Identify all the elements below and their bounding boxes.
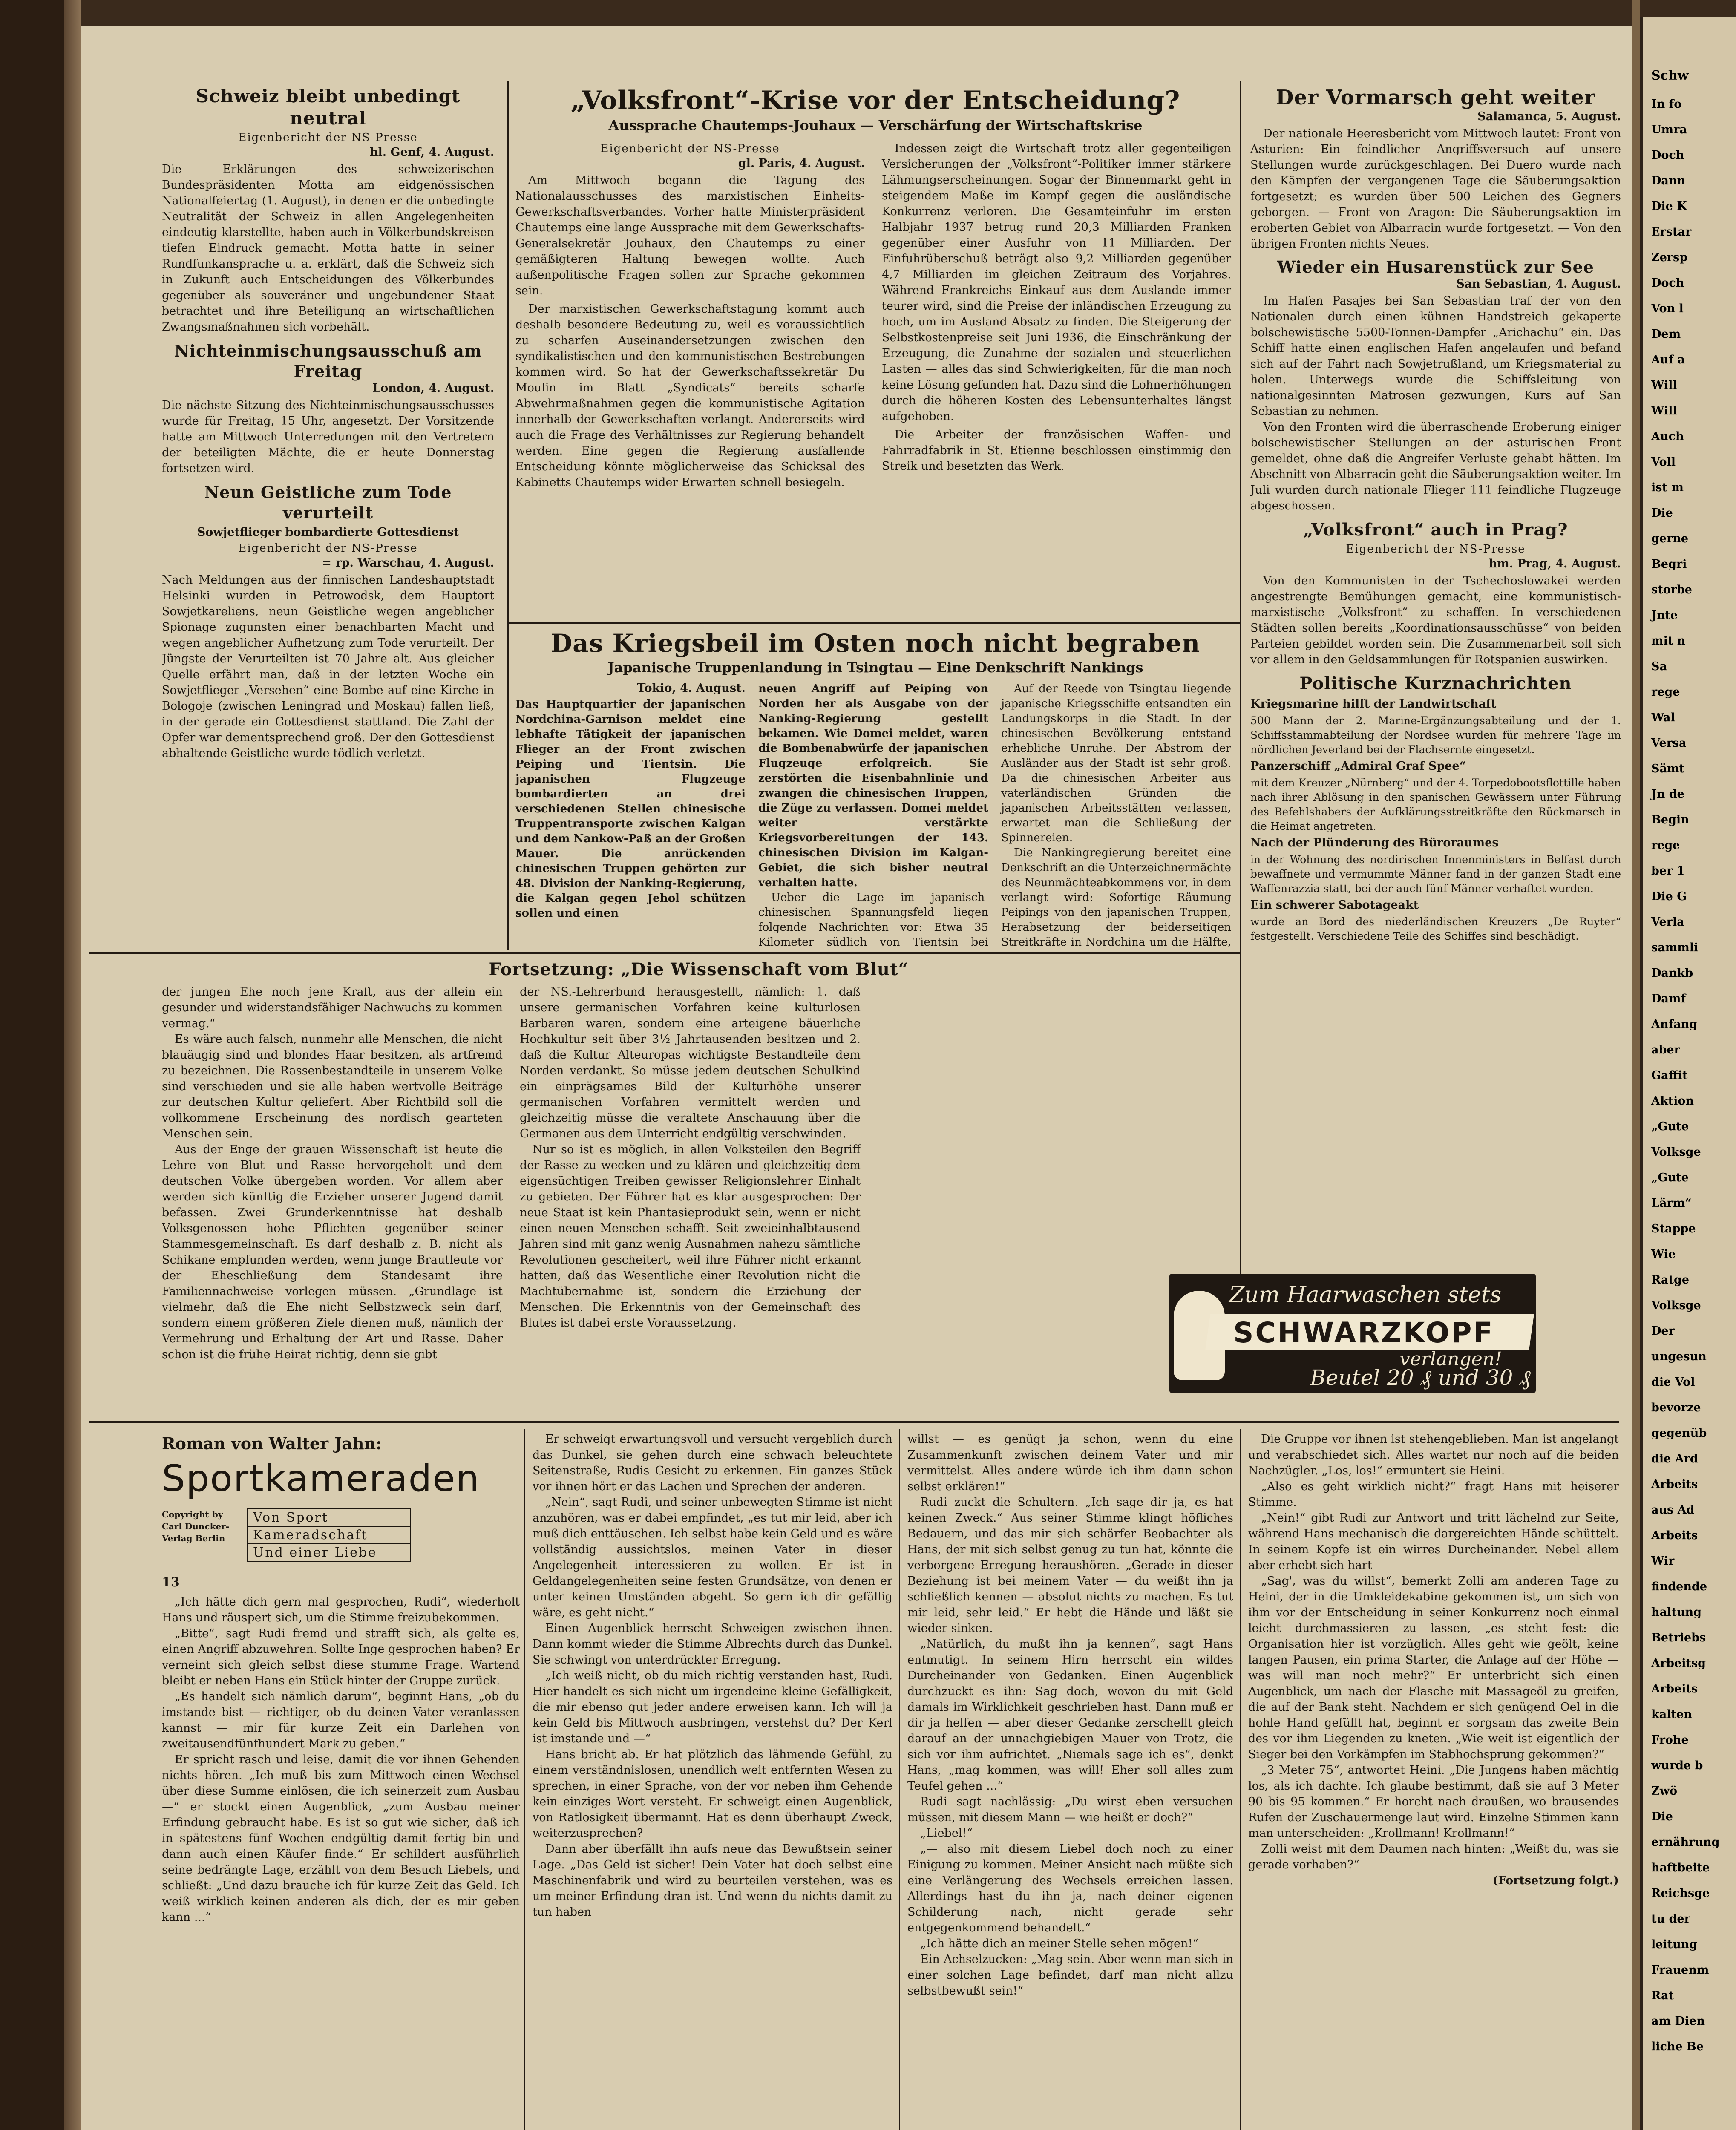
adjacent-page-fragment: Wal — [1651, 711, 1675, 724]
dateline: hl. Genf, 4. August. — [369, 146, 494, 159]
adjacent-page-fragment: ernährung — [1651, 1836, 1720, 1849]
novel-text: „Bitte“, sagt Rudi fremd und strafft sich, als gelte es, einen Angriff abzuwehren. Sollte Inge gesprochen haben? Er verneint sich gleich selbst diese stumme Frage. Wartend bleibt er neben Hans ein Stück hinter der Gruppe zurück. — [162, 1627, 520, 1687]
news-brief-text: mit dem Kreuzer „Nürnberg“ und der 4. Torpedobootsflottille haben nach ihrer Ablösung in den spanischen Gewässern unter Führung des Befehlshabers der Aufklärungsstreitkräfte den Rückmarsch in die Heimat angetreten. — [1250, 777, 1621, 832]
installment-number: 13 — [162, 1575, 180, 1590]
headline-nichteinmischung: Nichteinmischungsausschuß am Freitag — [174, 341, 482, 381]
novel-text: „Sag', was du willst“, bemerkt Zolli am anderen Tage zu Heini, der in die Umkleidekabine gekommen ist, um sich von ihm vor der Entscheidung in seiner Konkurrenz noch einmal leicht durchmassieren zu lassen, „es steht fest: die Organisation hier ist vorzüglich. Alles geht wie geölt, keine langen Pausen, ein prima Starter, die Anlage auf der Höhe — was will man noch mehr?“ Er unterbricht sich einen Augenblick, um nach der Flasche mit Massageöl zu greifen, die auf der Bank steht. Nachdem er sich genügend Oel in die hohle Hand gefüllt hat, beginnt er sorgsam das zweite Bein des vor ihm Liegenden zu kneten. „Wie weit ist eigentlich der Sieger bei den Vorkämpfen im Stabhochsprung gekommen?“ — [1248, 1574, 1619, 1761]
adjacent-page-fragment: Zwö — [1651, 1785, 1677, 1798]
adjacent-page-fragment: Versa — [1651, 737, 1687, 750]
adjacent-page-fragment: Dankb — [1651, 967, 1693, 980]
novel-text: Zolli weist mit dem Daumen nach hinten: „Weißt du, was sie gerade vorhaben?“ — [1248, 1842, 1619, 1871]
adjacent-page-fragment: Ratge — [1651, 1273, 1690, 1287]
adjacent-page-fragment: Doch — [1651, 276, 1684, 290]
adjacent-page-fragment: kalten — [1651, 1708, 1692, 1721]
section-rule — [89, 952, 1240, 954]
adjacent-page-fragment: Volksge — [1651, 1146, 1701, 1159]
dateline: gl. Paris, 4. August. — [738, 157, 865, 170]
novel-title: Sportkameraden — [162, 1457, 480, 1500]
novel-text: Rudi sagt nachlässig: „Du wirst eben versuchen müssen, mit diesem Mann — wie heißt er doch?“ — [907, 1795, 1233, 1824]
adjacent-page-fragment: wurde b — [1651, 1759, 1703, 1772]
adjacent-page-fragment: Auch — [1651, 430, 1684, 443]
article-text: Das Hauptquartier der japanischen Nordchina-Garnison meldet eine lebhafte Tätigkeit der japanischen Flieger an der Front zwischen Peiping und Tientsin. Die japanischen Flugzeuge bombardierten an drei verschiedenen Stellen chinesische Truppentransporte zwischen Kalgan und dem Nankow-Paß an der Großen Mauer. Die anrückenden chinesischen Truppen gehörten zur 48. Division der Nanking-Regierung, die Kalgan gegen Jehol schützen sollen und einen — [515, 698, 746, 920]
adjacent-page-fragment: Rat — [1651, 1989, 1674, 2002]
headline-kurznachrichten: Politische Kurznachrichten — [1299, 674, 1572, 694]
headline-volksfront: „Volksfront“-Krise vor der Entscheidung? — [570, 86, 1180, 115]
novel-text: „Nein“, sagt Rudi, und seiner unbewegten Stimme ist nicht anzuhören, was er dabei empfindet, „es tut mir leid, aber ich muß dich enttäuschen. Ich selbst habe kein Geld und es wäre vollständig aussichtslos, meinen Vater in dieser Angelegenheit interessieren zu wollen. Er ist in Geldangelegenheiten seine festen Grundsätze, von denen er unter keinen Umständen abgeht. So gern ich dir gefällig wäre, es geht nicht.“ — [533, 1496, 892, 1619]
news-brief-title: Ein schwerer Sabotageakt — [1250, 898, 1419, 912]
article-col-a — [515, 141, 865, 490]
article-text: Nur so ist es möglich, in allen Volksteilen den Begriff der Rasse zu wecken und zu klären und gleichzeitig dem eigensüchtigen Treiben gewisser Religionslehrer Einhalt zu gebieten. Der Führer hat es klar ausgesprochen: Der neue Staat ist kein Phantasieprodukt sein, wenn er nicht einen neuen Menschen schafft. Seit zweieinhalbtausend Jahren sind mit ganz wenig Ausnahmen nahezu sämtliche Revolutionen gescheitert, weil ihre Führer nicht erkannt hatten, daß das Wesentliche einer Revolution nicht die Machtübernahme ist, sondern die Erziehung der Menschen. Die Erkenntnis von der Gemeinschaft des Blutes ist dabei erste Voraussetzung. — [520, 1143, 861, 1330]
article-text: Von den Fronten wird die überraschende Eroberung einiger bolschewistischer Stellungen an der asturischen Front gemeldet, ohne daß die Angreifer Verluste gehabt hätten. Im Abschnitt von Albarracin geht die Säuberungsaktion weiter. Im Juli wurden durch nationale Flieger 111 feindliche Flugzeuge abgeschossen. — [1250, 420, 1621, 512]
adjacent-page-edge — [1640, 17, 1736, 2130]
adjacent-page-fragment: aus Ad — [1651, 1503, 1695, 1517]
article-text: Aus der Enge der grauen Wissenschaft ist heute die Lehre von Blut und Rasse hervorgeholt und dem deutschen Volke übergeben worden. Vor allem aber werden sich künftig die Erzieher unserer Jugend damit befassen. Zwei Grunderkenntnisse hat deshalb Volksgenossen hohe Pflichten gegenüber seiner Stammesgemeinschaft. Es darf deshalb z. B. nicht als Schikane empfunden werden, wenn junge Brautleute vor der Eheschließung dem Standesamt ihre Familiennachweise vorlegen müssen. „Grundlage ist vielmehr, daß die Ehe nicht Selbstzweck sein darf, sondern einem größeren Ziele dienen muß, nämlich der Vermehrung und Erhaltung der Art und Rasse. Daher schon ist die frühe Heirat richtig, denn sie gibt — [162, 1143, 503, 1361]
adjacent-page-fragment: Betriebs — [1651, 1631, 1706, 1644]
adjacent-page-fragment: liche Be — [1651, 2040, 1704, 2053]
novel-text: „Liebel!“ — [920, 1827, 973, 1840]
novel-copyright: Copyright by Carl Duncker-Verlag Berlin — [162, 1509, 229, 1543]
article-text: Auf der Reede von Tsingtau liegende japanische Kriegsschiffe entsandten ein Landungskorps in die Stadt. In der chinesischen Bevölkerung entstand erhebliche Unruhe. Der Abstrom der Ausländer aus der Stadt ist sehr groß. Da die chinesischen Arbeiter aus vaterländischen Gründen die japanischen Arbeitsstätten verlassen, erwartet man die Schließung der Spinnereien. — [1001, 682, 1231, 844]
adjacent-page-fragment: sammli — [1651, 941, 1699, 954]
adjacent-page-fragment: haltung — [1651, 1606, 1701, 1619]
adjacent-page-fragment: Begri — [1651, 558, 1687, 571]
adjacent-page-fragment: ber 1 — [1651, 864, 1685, 878]
article-text: Am Mittwoch begann die Tagung des Nationalausschusses des marxistischen Einheits-Gewerkschaftsverbandes. Vorher hatte Ministerpräsident Chautemps eine lange Aussprache mit dem Gewerkschafts-Generalsekretär Jouhaux, den Chautemps zu einer gemäßigteren Haltung bewegen wollte. Auch außenpolitische Fragen sollen zur Sprache gekommen sein. — [515, 174, 865, 297]
article-text: Indessen zeigt die Wirtschaft trotz aller gegenteiligen Versicherungen der „Volksfront“-Politiker immer stärkere Lähmungserscheinungen. Sogar der Binnenmarkt geht in steigendem Maße im Kampf gegen die ausländische Konkurrenz verloren. Die Gesamteinfuhr im ersten Halbjahr 1937 betrug rund 20,3 Milliarden Franken gegenüber einer Ausfuhr von 11 Milliarden. Der Einfuhrüberschuß beträgt also 9,2 Milliarden gegenüber 4,7 Milliarden im gleichen Zeitraum des Vorjahres. Während Frankreichs Einkauf aus dem Auslande immer teurer wird, sind die Preise der inländischen Erzeugung zu hoch, um im Ausland Absatz zu finden. Die Steigerung der Selbstkostenpreise seit Juni 1936, die Einschränkung der Erzeugung, die Zunahme der sozialen und steuerlichen Lasten — alles das sind Schwierigkeiten, für die man noch keine Lösung gefunden hat. Dazu sind die Lohnerhöhungen durch die höheren Kosten des Lebensunterhaltes längst aufgehoben. — [882, 142, 1231, 423]
subheadline: Aussprache Chautemps-Jouhaux — Verschärfung der Wirtschaftskrise — [608, 117, 1143, 133]
adjacent-page-fragment: Frauenm — [1651, 1963, 1709, 1977]
novel-text: „3 Meter 75“, antwortet Heini. „Die Jungens haben mächtig los, als ich dachte. Ich glaube bestimmt, daß sie auf 3 Meter 90 bis 95 kommen.“ Er horcht nach draußen, wo brausendes Rufen der Zuschauermenge laut wird. Einzelne Stimmen kann man unterscheiden: „Krollmann! Krollmann!“ — [1248, 1764, 1619, 1840]
adjacent-page-fragment: Erstar — [1651, 225, 1692, 239]
adjacent-page-fragment: Reichsge — [1651, 1887, 1710, 1900]
adjacent-page-fragment: Arbeits — [1651, 1478, 1698, 1491]
adjacent-page-fragment: Die — [1651, 507, 1673, 520]
article-text: der NS.-Lehrerbund herausgestellt, nämlich: 1. daß unsere germanischen Vorfahren keine kulturlosen Barbaren waren, sondern eine arteigene bäuerliche Hochkultur seit über 3½ Jahrtausenden besitzen und 2. daß die Kultur Alteuropas wichtigste Bestandteile dem Norden verdankt. So müsse jedem deutschen Schulkind ein einprägsames Bild der Kulturhöhe unserer germanischen Vorfahren vermittelt werden und gleichzeitig müsse die veraltete Anschauung über die Germanen aus dem Unterricht endgültig verschwinden. — [520, 985, 861, 1140]
advertisement-schwarzkopf — [1169, 1274, 1536, 1393]
novel-text: Ein Achselzucken: „Mag sein. Aber wenn man sich in einer solchen Lage befindet, darf man nicht allzu selbstbewußt sein!“ — [907, 1953, 1233, 1998]
article-col-b — [882, 141, 1231, 474]
adjacent-page-fragment: Doch — [1651, 149, 1684, 162]
headline-geistliche: Neun Geistliche zum Tode verurteilt — [204, 483, 452, 522]
dateline: = rp. Warschau, 4. August. — [322, 556, 494, 570]
headline-vormarsch: Der Vormarsch geht weiter — [1275, 86, 1596, 109]
page-gutter — [1632, 0, 1640, 2130]
column-rule — [899, 1429, 900, 2130]
adjacent-page-fragment: „Gute — [1651, 1120, 1689, 1133]
adjacent-page-fragment: Gaffit — [1651, 1069, 1688, 1082]
adjacent-page-fragment: rege — [1651, 685, 1680, 699]
serial-novel-col-a — [162, 1431, 520, 2130]
ad-price: Beutel 20 ₰ und 30 ₰ — [1310, 1365, 1531, 1390]
adjacent-page-fragment: Wir — [1651, 1554, 1675, 1568]
novel-text: Er spricht rasch und leise, damit die vor ihnen Gehenden nichts hören. „Ich muß bis zum Mittwoch einen Wechsel über diese Summe einlösen, die ich seinerzeit zum Ausbau —“ er stockt einen Augenblick, „zum Ausbau meiner Erfindung gebraucht habe. Es ist so gut wie sicher, daß ich in spätestens fünf Wochen endgültig damit fertig bin und dann auch einen Käufer finde.“ Er schildert ausführlich seine bedrängte Lage, erzählt von dem Besuch Liebels, und schließt: „Und dazu brauche ich für kurze Zeit das Geld. Ich weiß wirklich keinen anderen als dich, der es mir geben kann ...“ — [162, 1753, 520, 1924]
adjacent-page-fragment: Arbeitsg — [1651, 1657, 1706, 1670]
adjacent-page-fragment: gerne — [1651, 532, 1689, 545]
adjacent-page-fragment: haftbeite — [1651, 1861, 1710, 1874]
news-brief-title: Kriegsmarine hilft der Landwirtschaft — [1250, 697, 1497, 711]
article-text: Die Arbeiter der französischen Waffen- und Fahrradfabrik in St. Etienne beschlossen einstimmig den Streik und besetzten das Werk. — [882, 428, 1231, 473]
ad-slogan: Zum Haarwaschen stets — [1229, 1282, 1502, 1308]
column-rule — [1240, 1429, 1241, 2130]
adjacent-page-fragment: am Dien — [1651, 2015, 1705, 2028]
novel-text: Hans bricht ab. Er hat plötzlich das lähmende Gefühl, zu einem verständnislosen, unendlich weit entfernten Wesen zu sprechen, in einer Sprache, von der vor neben ihm Gehende kein einziges Wort versteht. Er schweigt einen Augenblick, von Ratlosigkeit übermannt. Hat es denn überhaupt Zweck, weiterzusprechen? — [533, 1748, 892, 1840]
adjacent-page-fragment: Damf — [1651, 992, 1686, 1005]
adjacent-page-fragment: Umra — [1651, 123, 1687, 136]
article-text: Von den Kommunisten in der Tschechoslowakei werden angestrengte Bemühungen gemacht, eine kommunistisch-marxistische „Volksfront“ zu schaffen. In verschiedenen Städten sollen bereits „Koordinationsausschüsse“ von beiden Parteien gebildet worden sein. Die Zusammenarbeit soll sich vor allem in den Geldsammlungen für Rotspanien auswirken. — [1250, 574, 1621, 666]
adjacent-page-fragment: bevorze — [1651, 1401, 1701, 1414]
adjacent-page-fragment: Auf a — [1651, 353, 1685, 366]
adjacent-page-fragment: Arbeits — [1651, 1529, 1698, 1542]
novel-text: Einen Augenblick herrscht Schweigen zwischen ihnen. Dann kommt wieder die Stimme Albrechts durch das Dunkel. Sie schwingt von unterdrückter Erregung. — [533, 1622, 892, 1667]
adjacent-page-fragment: tu der — [1651, 1912, 1690, 1926]
serial-novel-col-c — [907, 1431, 1233, 2130]
adjacent-page-fragment: gegenüb — [1651, 1427, 1707, 1440]
headline-fortsetzung: Fortsetzung: „Die Wissenschaft vom Blut“ — [489, 959, 909, 979]
adjacent-page-fragment: ungesun — [1651, 1350, 1707, 1363]
byline: Eigenbericht der NS-Presse — [238, 131, 418, 144]
adjacent-page-fragment: Arbeits — [1651, 1682, 1698, 1695]
novel-text: „Ich hätte dich gern mal gesprochen, Rudi“, wiederholt Hans und räuspert sich, um die Stimme freizubekommen. — [162, 1595, 520, 1624]
headline-kriegsbeil: Das Kriegsbeil im Osten noch nicht begraben — [550, 629, 1201, 658]
adjacent-page-fragment: storbe — [1651, 583, 1692, 596]
novel-text: „— also mit diesem Liebel doch noch zu einer Einigung zu kommen. Meiner Ansicht nach müßte sich eine Verlängerung des Wechsels erreichen lassen. Allerdings hast du ihn ja, nach deiner eigenen Schilderung nach, nicht gerade sehr entgegenkommend behandelt.“ — [907, 1842, 1233, 1934]
adjacent-page-fragment: Die G — [1651, 890, 1687, 903]
novel-text: „Also es geht wirklich nicht?“ fragt Hans mit heiserer Stimme. — [1248, 1480, 1619, 1509]
article-text: Ueber die Lage im japanisch-chinesischen Spannungsfeld liegen folgende Nachrichten vor: Etwa 35 Kilometer südlich von Tientsin bei — [758, 891, 988, 948]
continuation-note: (Fortsetzung folgt.) — [1492, 1874, 1619, 1887]
subtitle-line: Von Sport — [248, 1509, 410, 1527]
adjacent-page-fragment: Sämt — [1651, 762, 1685, 775]
column-left — [162, 85, 494, 946]
novel-text: Er schweigt erwartungsvoll und versucht vergeblich durch das Dunkel, sie gehen durch eine schwach beleuchtete Seitenstraße, Rudis Gesicht zu erkennen. Ein ganzes Stück vor ihnen hört er das Lachen und Sprechen der anderen. — [533, 1433, 892, 1493]
adjacent-page-fragment: „Gute — [1651, 1171, 1689, 1184]
novel-text: „Es handelt sich nämlich darum“, beginnt Hans, „ob du imstande bist — richtiger, ob du deinen Vater veranlassen kannst — mir für kurze Zeit ein Darlehen von zweitausendfünfhundert Mark zu geben.“ — [162, 1690, 520, 1750]
adjacent-page-lines — [1651, 92, 1736, 2060]
adjacent-page-fragment: findende — [1651, 1580, 1707, 1593]
adjacent-page-fragment: Wie — [1651, 1248, 1676, 1261]
adjacent-page-fragment: Will — [1651, 404, 1677, 417]
adjacent-page-fragment: Lärm“ — [1651, 1197, 1692, 1210]
binding-spine — [64, 0, 81, 2130]
ad-tagline: verlangen! — [1399, 1348, 1502, 1370]
adjacent-page-fragment: In fo — [1651, 98, 1682, 111]
article-col-b — [520, 984, 861, 1331]
article-kriegsbeil — [515, 628, 1235, 948]
novel-author: Roman von Walter Jahn: — [162, 1434, 382, 1453]
adjacent-page-fragment: Aktion — [1651, 1094, 1694, 1108]
adjacent-page-fragment: Voll — [1651, 455, 1676, 469]
article-text: Es wäre auch falsch, nunmehr alle Menschen, die nicht blauäugig sind und blondes Haar besitzen, als artfremd zu bezeichnen. Die Rassenbestandteile in unserem Volke sind verschieden und sie alle haben wertvolle Beiträge zur deutschen Kultur geliefert. Aber Richtbild soll die vollkommene Erscheinung des nordisch gearteten Menschen sein. — [162, 1033, 503, 1140]
adjacent-page-fragment: Zersp — [1651, 251, 1688, 264]
novel-text: Rudi zuckt die Schultern. „Ich sage dir ja, es hat keinen Zweck.“ Aus seiner Stimme klingt höfliches Bedauern, und das mir sich schärfer Beobachter als Hans, der mit sich selbst genug zu tun hat, könnte die verborgene Erregung heraushören. „Gerade in dieser Beziehung ist bei meinem Vater — du weißt ihn ja schließlich kennen — absolut nichts zu machen. Es tut mir leid, sehr leid.“ Er hebt die Hände und läßt sie wieder sinken. — [907, 1496, 1233, 1635]
adjacent-page-fragment: Frohe — [1651, 1733, 1689, 1747]
dateline: hm. Prag, 4. August. — [1488, 557, 1621, 570]
news-brief-text: wurde an Bord des niederländischen Kreuzers „De Ruyter“ festgestellt. Verschiedene Teile des Schiffes sind beschädigt. — [1250, 915, 1621, 942]
adjacent-page-fragment: Der — [1651, 1324, 1675, 1338]
novel-text: Dann aber überfällt ihn aufs neue das Bewußtsein seiner Lage. „Das Geld ist sicher! Dein Vater hat doch selbst eine Maschinenfabrik und wird zu beurteilen verstehen, was es um meiner Erfindung dran ist. Und wenn du nichts damit zu tun haben — [533, 1842, 892, 1919]
news-brief-text: 500 Mann der 2. Marine-Ergänzungsabteilung und der 1. Schiffsstammabteilung der Nordsee wurden für mehrere Tage im nördlichen Jeverland bei der Flachsernte eingesetzt. — [1250, 714, 1621, 756]
book-edge — [0, 0, 64, 2130]
adjacent-page-fragment: Dann — [1651, 174, 1686, 187]
adjacent-page-fragment: leitung — [1651, 1938, 1698, 1951]
novel-text: „Natürlich, du mußt ihn ja kennen“, sagt Hans entmutigt. In seinem Hirn herrscht ein wildes Durcheinander von Gedanken. Einen Augenblick durchzuckt es ihn: Sag doch, wovon du mit Geld damals im Wirklichkeit geschrieben hast. Dann muß er dir ja helfen — aber dieser Gedanke zerschellt gleich darauf an der unnachgiebigen Mauer von Trotz, die sich vor ihm aufrichtet. „Niemals sage ich es“, denkt Hans, „mag kommen, was will! Eher soll alles zum Teufel gehen ...“ — [907, 1638, 1233, 1793]
column-rule — [1240, 81, 1241, 1321]
adjacent-page-fragment: Stappe — [1651, 1222, 1696, 1235]
article-col-a — [162, 984, 503, 1362]
novel-text: „Ich hätte dich an meiner Stelle sehen mögen!“ — [920, 1937, 1199, 1950]
headline-schweiz: Schweiz bleibt unbedingt neutral — [196, 86, 461, 129]
section-rule — [89, 1421, 1619, 1423]
article-col-a — [515, 682, 746, 921]
adjacent-page-fragment: mit n — [1651, 634, 1686, 648]
column-rule — [507, 81, 509, 950]
adjacent-page-fragment: Die K — [1651, 200, 1687, 213]
article-text: Nach Meldungen aus der finnischen Landeshauptstadt Helsinki wurden in Petrowodsk, dem Hauptort Sowjetkareliens, neun Geistliche wegen angeblicher Spionage zugunsten einer benachbarten Macht und wegen angeblicher Aufhetzung zum Tode verurteilt. Der Jüngste der Verurteilten ist 70 Jahre alt. Aus gleicher Quelle erfährt man, daß in der letzten Woche ein Sowjetflieger „Versehen“ eine Bombe auf eine Kirche in Bologoje (zwischen Leningrad und Moskau) fallen ließ, in der gerade ein Gottesdienst stattfand. Die Zahl der Opfer war dementsprechend groß. Der den Gottesdienst abhaltende Geistliche wurde tödlich verletzt. — [162, 573, 494, 760]
ad-brand: SCHWARZKOPF — [1233, 1316, 1494, 1349]
adjacent-page-fragment: Verla — [1651, 915, 1684, 929]
adjacent-page-fragment: die Ard — [1651, 1452, 1698, 1465]
article-text: der jungen Ehe noch jene Kraft, aus der allein ein gesunder und widerstandsfähiger Nachwuchs zu kommen vermag.“ — [162, 985, 503, 1030]
adjacent-page-fragment: rege — [1651, 839, 1680, 852]
column-right — [1250, 85, 1621, 1299]
article-text: Die nächste Sitzung des Nichteinmischungsausschusses wurde für Freitag, 15 Uhr, angesetzt. Der Vorsitzende hatte am Mittwoch Unterredungen mit den Vertretern der beteiligten Mächte, die er heute Donnerstag fortsetzen wird. — [162, 399, 494, 475]
dateline: Tokio, 4. August. — [637, 682, 746, 695]
headline-husarenstueck: Wieder ein Husarenstück zur See — [1277, 257, 1594, 276]
adjacent-page-fragment: die Vol — [1651, 1376, 1695, 1389]
adjacent-page-fragment: Begin — [1651, 813, 1689, 826]
dateline: San Sebastian, 4. August. — [1456, 277, 1621, 291]
headline-prag: „Volksfront“ auch in Prag? — [1303, 520, 1568, 540]
adjacent-page-fragment: Dem — [1651, 328, 1681, 341]
adjacent-page-fragment: Volksge — [1651, 1299, 1701, 1312]
byline: Eigenbericht der NS-Presse — [1346, 543, 1526, 556]
article-text: Im Hafen Pasajes bei San Sebastian traf der von den Nationalen durch einen kühnen Handstreich gekaperte bolschewistische 5500-Tonnen-Dampfer „Arichachu“ ein. Das Schiff hatte einen englischen Hafen angelaufen und befand sich auf der Fahrt nach Sowjetrußland, um Kriegsmaterial zu holen. Unterwegs wurde die Schiffsleitung von nationalgesinnten Matrosen gezwungen, Kurs auf San Sebastian zu nehmen. — [1250, 294, 1621, 418]
subheadline: Japanische Truppenlandung in Tsingtau — Eine Denkschrift Nankings — [607, 659, 1143, 676]
column-rule — [524, 1429, 525, 2130]
news-brief-title: Panzerschiff „Admiral Graf Spee“ — [1250, 760, 1466, 773]
novel-text: „Nein!“ gibt Rudi zur Antwort und tritt lächelnd zur Seite, während Hans mechanisch die dargereichten Hände schüttelt. In seinem Kopfe ist ein wirres Durcheinander. Nebel allem aber erhebt sich hart — [1248, 1511, 1619, 1572]
adjacent-page-fragment: Jnte — [1651, 609, 1678, 622]
adjacent-page-fragment: ist m — [1651, 481, 1684, 494]
adjacent-page-fragment: Die — [1651, 1810, 1673, 1823]
subtitle-line: Und einer Liebe — [253, 1545, 377, 1560]
serial-novel-col-d — [1248, 1431, 1619, 2130]
article-fortsetzung — [162, 958, 1235, 1419]
article-volksfront — [515, 85, 1235, 618]
article-col-c — [1001, 682, 1231, 948]
article-text: Der marxistischen Gewerkschaftstagung kommt auch deshalb besondere Bedeutung zu, weil es voraussichtlich zu scharfen Auseinandersetzungen zwischen den syndikalistischen und den kommunistischen Bestrebungen kommen wird. So hat der Gewerkschaftssekretär Du Moulin im Blatt „Syndicats“ bereits scharfe Abwehrmaßnahmen gegen die kommunistische Agitation innerhalb der Gewerkschaften verlangt. Andererseits wird auch die Frage des Verhältnisses zur Regierung behandelt werden. Eine gegen die Regierung ausfallende Entscheidung könnte möglicherweise das Schicksal des Kabinetts Chautemps wider Erwarten schnell besiegeln. — [515, 302, 865, 489]
subheadline: Sowjetflieger bombardierte Gottesdienst — [197, 526, 459, 539]
adjacent-page-fragment: Jn de — [1651, 788, 1684, 801]
novel-text: „Ich weiß nicht, ob du mich richtig verstanden hast, Rudi. Hier handelt es sich nicht um irgendeine kleine Gefälligkeit, die mir ebenso gut jeder andere erweisen kann. Ich will ja kein Geld bis Mittwoch ausbringen, verstehst du? Der Kerl ist imstande und —“ — [533, 1669, 892, 1745]
article-text: Der nationale Heeresbericht vom Mittwoch lautet: Front von Asturien: Ein feindlicher Angriffsversuch auf unsere Stellungen wurde zurückgeschlagen. Bei Duero wurde nach den Kämpfen der vergangenen Tage die Säuberungsaktion fortgesetzt; es wurden über 500 Leichen des Gegners geborgen. — Front von Aragon: Die Säuberungsaktion im eroberten Gebiet von Albarracin wurde fortgesetzt. — Von den übrigen Fronten nichts Neues. — [1250, 127, 1621, 250]
adjacent-page-fragment: Sa — [1651, 660, 1667, 673]
article-text: neuen Angriff auf Peiping von Norden her als Ausgabe von der Nanking-Regierung gestellt bekamen. Wie Domei meldet, waren die Bombenabwürfe der japanischen Flugzeuge erfolgreich. Sie zerstörten die Eisenbahnlinie und zwangen die chinesischen Truppen, die Züge zu verlassen. Domei meldet weiter verstärkte Kriegsvorbereitungen der 143. chinesischen Division im Kalgan-Gebiet, die sich bisher neutral verhalten hatte. — [758, 682, 988, 889]
dateline: London, 4. August. — [372, 382, 494, 395]
subtitle-line: Kameradschaft — [248, 1527, 410, 1544]
adjacent-page-heading: Schw — [1651, 68, 1689, 83]
serial-novel-col-b — [533, 1431, 892, 2130]
article-col-b — [758, 682, 988, 948]
section-rule — [507, 622, 1240, 624]
adjacent-page-fragment: Von l — [1651, 302, 1684, 315]
article-text: Die Erklärungen des schweizerischen Bundespräsidenten Motta am eidgenössischen Nationalfeiertag (1. August), in denen er die unbedingte Neutralität der Schweiz in allen Angelegenheiten eindeutig klarstellte, haben auch in Völkerbundskreisen tiefen Eindruck gemacht. Motta hatte in seiner Rundfunkansprache u. a. erklärt, daß die Schweiz sich in Zukunft auch Entscheidungen des Völkerbundes gegenüber als souveräner und ungebundener Staat betrachtet und ihre Beteiligung an wirtschaftlichen Zwangsmaßnahmen sich vorbehält. — [162, 163, 494, 334]
byline: Eigenbericht der NS-Presse — [600, 142, 780, 155]
news-brief-title: Nach der Plünderung des Büroraumes — [1250, 836, 1499, 849]
novel-subtitle-box — [247, 1508, 411, 1562]
adjacent-page-fragment: Will — [1651, 379, 1677, 392]
adjacent-page-fragment: aber — [1651, 1043, 1680, 1056]
newspaper-page — [81, 26, 1632, 2130]
dateline: Salamanca, 5. August. — [1477, 110, 1621, 123]
novel-text: willst — es genügt ja schon, wenn du eine Zusammenkunft zwischen deinem Vater und mir vermittelst. Alles andere würde ich ihm dann schon selbst erklären!“ — [907, 1433, 1233, 1493]
article-text: Die Nankingregierung bereitet eine Denkschrift an die Unterzeichnermächte des Neunmächteabkommens vor, in dem verlangt wird: Sofortige Räumung Peipings von den japanischen Truppen, Herabsetzung der beiderseitigen Streitkräfte in Nordchina um die Hälfte, — [1001, 846, 1231, 948]
novel-text: Die Gruppe vor ihnen ist stehengeblieben. Man ist angelangt und verabschiedet sich. Alles wartet nur noch auf die beiden Nachzügler. „Los, los!“ ermuntert sie Heini. — [1248, 1433, 1619, 1477]
news-brief-text: in der Wohnung des nordirischen Innenministers in Belfast durch bewaffnete und vermummte Männer fand in der ganzen Stadt eine Waffenrazzia statt, bei der auch fünf Männer verhaftet wurden. — [1250, 853, 1621, 895]
byline: Eigenbericht der NS-Presse — [238, 542, 418, 555]
adjacent-page-fragment: Anfang — [1651, 1018, 1698, 1031]
